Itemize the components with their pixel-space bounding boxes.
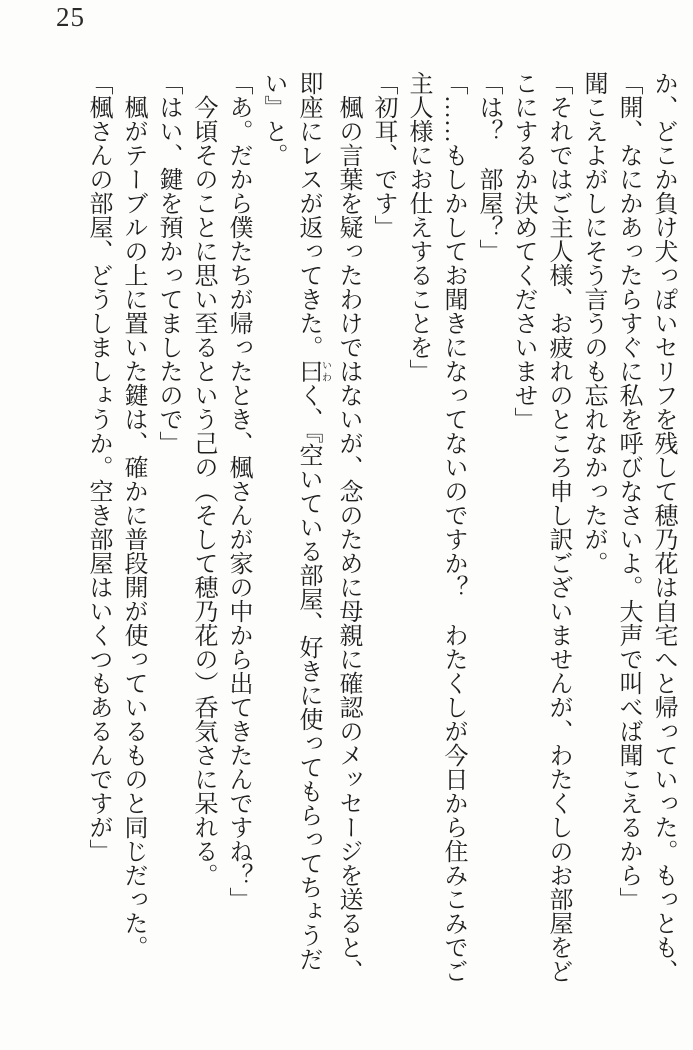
text-line: 「楓さんの部屋、どうしましょうか。空き部屋はいくつもあるんですが」: [85, 71, 111, 863]
text-line: 楓の言葉を疑ったわけではないが、念のために母親に確認のメッセージを送ると、: [335, 71, 361, 983]
text-line-with-ruby: [290, 71, 330, 989]
vertical-text-block: [80, 71, 680, 989]
text-line: 「初耳、です」: [370, 71, 396, 239]
ruby-annotation: [295, 359, 331, 383]
text-line: 「開、なにかあったらすぐに私を呼びなさいよ。大声で叫べば聞こえるから」: [615, 71, 641, 911]
ruby-base: 曰: [295, 359, 321, 383]
text-segment: 即座にレスが返ってきた。: [295, 71, 321, 359]
text-line: 楓がテーブルの上に置いた鍵は、確かに普段開が使っているものと同じだった。: [120, 71, 146, 959]
text-line: い』と。: [260, 71, 286, 167]
text-line: 「は？ 部屋？」: [475, 71, 501, 263]
ruby-furigana: いわ: [319, 359, 331, 383]
page-number: 25: [56, 2, 85, 32]
text-line: 「はい、鍵を預かってましたので」: [155, 71, 181, 455]
text-line: か、どこか負け犬っぽいセリフを残して穂乃花は自宅へと帰っていった。もっとも、: [650, 71, 676, 983]
text-line: 主人様にお仕えすることを」: [405, 71, 431, 383]
text-line: こにするか決めてくださいませ」: [510, 71, 536, 431]
text-line: 「それではご主人様、お疲れのところ申し訳ございませんが、わたくしのお部屋をど: [545, 71, 571, 983]
text-line: 今頃そのことに思い至るという己の（そして穂乃花の）呑気さに呆れる。: [190, 71, 216, 887]
text-segment: く、『空いている部屋、好きに使ってもらってちょうだ: [295, 383, 321, 971]
text-line: 「……もしかしてお聞きになってないのですか？ わたくしが今日から住みこみでご: [440, 71, 466, 983]
text-line: 聞こえよがしにそう言うのも忘れなかったが。: [580, 71, 606, 575]
text-line: 「あ。だから僕たちが帰ったとき、楓さんが家の中から出てきたんですね？」: [225, 71, 251, 911]
